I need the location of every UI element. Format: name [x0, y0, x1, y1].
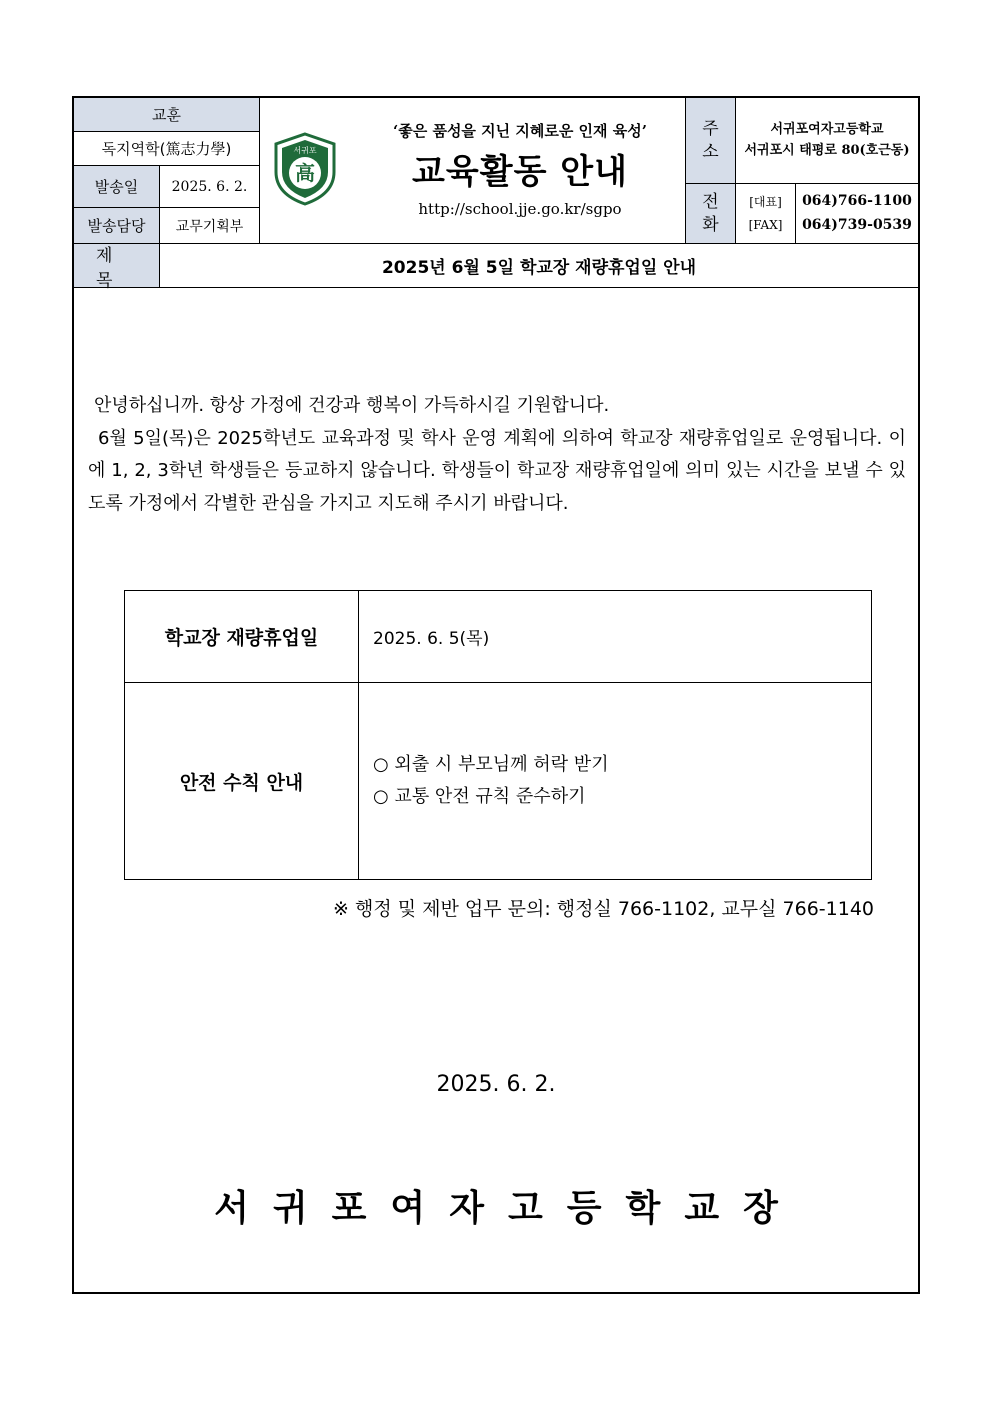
- school-emblem-icon: [272, 132, 338, 206]
- principal-signature: 서귀포여자고등학교장: [214, 1188, 802, 1229]
- emblem-char: 高: [295, 161, 315, 185]
- safety-rule-1: ○ 외출 시 부모님께 허락 받기: [373, 754, 609, 775]
- school-name: 서귀포여자고등학교: [770, 122, 884, 138]
- holiday-row: [125, 591, 871, 683]
- info-table: [124, 590, 872, 880]
- safety-row: [125, 683, 871, 879]
- address: 서귀포시 태평로 80(호근동): [744, 142, 910, 158]
- issue-date: 2025. 6. 2.: [436, 1072, 556, 1097]
- emblem-text: 서귀포: [293, 146, 317, 155]
- subject-label: 제목: [74, 244, 160, 287]
- staff-label: 발송담당: [74, 208, 160, 244]
- safety-rule-2: ○ 교통 안전 규칙 준수하기: [373, 786, 586, 807]
- staff: 교무기획부: [160, 208, 260, 244]
- notice-document: [72, 96, 920, 1294]
- contact-info: ※ 행정 및 제반 업무 문의: 행정실 766-1102, 교무실 766-1140: [333, 898, 874, 920]
- safety-label: 안전 수칙 안내: [125, 683, 359, 879]
- phone-label: 전 화: [686, 184, 736, 244]
- main-phone-tag: [대표]: [749, 194, 782, 209]
- phone-tags: [736, 184, 796, 244]
- sent-date: 2025. 6. 2.: [160, 166, 260, 208]
- page-title: 교육활동 안내: [412, 152, 628, 192]
- subject: 2025년 6월 5일 학교장 재량휴업일 안내: [381, 258, 697, 278]
- subject-row: [74, 244, 918, 291]
- phone-numbers: [796, 184, 918, 244]
- fax-number: 064)739-0539: [802, 216, 912, 233]
- main-paragraph: 6월 5일(목)은 2025학년도 교육과정 및 학사 운영 계획에 의하여 학교장 재량휴업일로 운영됩니다. 이에 1, 2, 3학년 학생들은 등교하지 않습니다. 학생들이 학교장 재량휴업일에 의미 있는 시간을 보낼 수 있도록 가정에서 각별한 관심을 가지고 지도해 주시기 바랍니다.: [88, 427, 906, 514]
- header-grid: [74, 98, 918, 244]
- sent-date-label: 발송일: [74, 166, 160, 208]
- body-text: [88, 390, 906, 520]
- holiday-label: 학교장 재량휴업일: [125, 591, 359, 682]
- safety-rules: [359, 683, 871, 879]
- address-label: 주 소: [686, 98, 736, 184]
- holiday-value: 2025. 6. 5(목): [373, 629, 490, 649]
- school-url[interactable]: http://school.jje.go.kr/sgpo: [418, 200, 622, 218]
- fax-tag: [FAX]: [748, 217, 783, 232]
- motto: 독지역학(篤志力學): [74, 132, 260, 166]
- greeting: 안녕하십니까. 항상 가정에 건강과 행복이 가득하시길 기원합니다.: [94, 395, 610, 416]
- title-block: [260, 98, 686, 244]
- motto-label: 교훈: [74, 98, 260, 132]
- address-block: [736, 98, 918, 184]
- main-phone: 064)766-1100: [802, 192, 912, 209]
- slogan: ‘좋은 품성을 지닌 지혜로운 인재 육성’: [393, 122, 647, 140]
